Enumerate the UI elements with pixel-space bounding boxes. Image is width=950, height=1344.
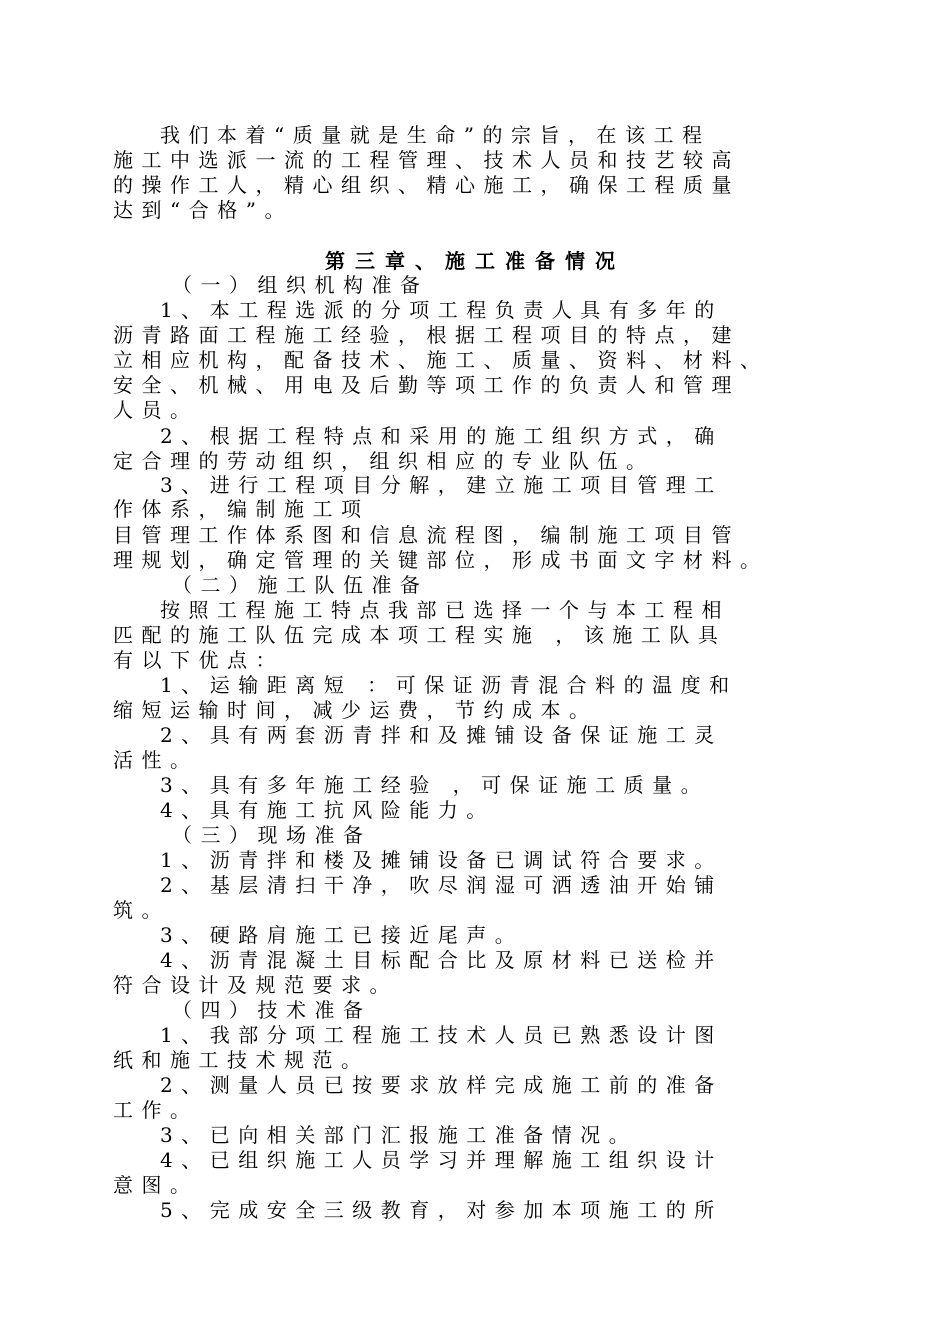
paragraph-line: 匹配的施工队伍完成本项工程实施 ，该施工队具 [113, 623, 727, 647]
paragraph-line: 4、沥青混凝土目标配合比及原材料已送检并 [160, 948, 723, 972]
paragraph-line: 筑。 [113, 898, 170, 922]
paragraph-line: 2、测量人员已按要求放样完成施工前的准备 [160, 1073, 723, 1097]
paragraph-line: 安全、机械、用电及后勤等项工作的负责人和管理 [113, 373, 740, 397]
section-heading: （三）现场准备 [172, 823, 372, 847]
paragraph-line: 1、我部分项工程施工技术人员已熟悉设计图 [160, 1023, 723, 1047]
paragraph-line: 意图。 [113, 1173, 199, 1197]
intro-line: 的操作工人，精心组织、精心施工，确保工程质量 [113, 173, 740, 197]
intro-line: 施工中选派一流的工程管理、技术人员和技艺较高 [113, 148, 740, 172]
paragraph-line: 缩短运输时间，减少运费，节约成本。 [113, 698, 598, 722]
paragraph-line: 2、具有两套沥青拌和及摊铺设备保证施工灵 [160, 723, 723, 747]
paragraph-line: 活性。 [113, 748, 199, 772]
paragraph-line: 4、已组织施工人员学习并理解施工组织设计 [160, 1148, 723, 1172]
paragraph-line: 人员。 [113, 398, 199, 422]
paragraph-line: 3、硬路肩施工已接近尾声。 [160, 923, 524, 947]
paragraph-line: 3、已向相关部门汇报施工准备情况。 [160, 1123, 638, 1147]
paragraph-line: 1、沥青拌和楼及摊铺设备已调试符合要求。 [160, 848, 723, 872]
paragraph-line: 2、根据工程特点和采用的施工组织方式，确 [160, 424, 723, 448]
paragraph-line: 3、具有多年施工经验 ，可保证施工质量。 [160, 773, 710, 797]
section-heading: （二）施工队伍准备 [172, 573, 429, 597]
paragraph-line: 1、运输距离短 ：可保证沥青混合料的温度和 [160, 673, 738, 697]
paragraph-line: 5、完成安全三级教育，对参加本项施工的所 [160, 1198, 723, 1222]
paragraph-line: 定合理的劳动组织，组织相应的专业队伍。 [113, 449, 655, 473]
section-heading: （四）技术准备 [172, 998, 372, 1022]
paragraph-line: 沥青路面工程施工经验，根据工程项目的特点，建 [113, 323, 740, 347]
paragraph-line: 作体系，编制施工项 [113, 497, 370, 521]
paragraph-line: 工作。 [113, 1098, 199, 1122]
paragraph-line: 理规划，确定管理的关键部位，形成书面文字材料。 [113, 548, 769, 572]
intro-line: 达到“合格”。 [113, 198, 293, 222]
paragraph-line: 1、本工程选派的分项工程负责人具有多年的 [160, 298, 723, 322]
paragraph-line: 2、基层清扫干净，吹尽润湿可洒透油开始铺 [160, 873, 723, 897]
paragraph-line: 目管理工作体系图和信息流程图，编制施工项目管 [113, 523, 740, 547]
paragraph-line: 按照工程施工特点我部已选择一个与本工程相 [160, 598, 730, 622]
paragraph-line: 纸和施工技术规范。 [113, 1048, 370, 1072]
paragraph-line: 有以下优点： [113, 648, 284, 672]
paragraph-line: 符合设计及规范要求。 [113, 973, 398, 997]
paragraph-line: 3、进行工程项目分解，建立施工项目管理工 [160, 473, 723, 497]
paragraph-line: 4、具有施工抗风险能力。 [160, 798, 495, 822]
section-heading: （一）组织机构准备 [172, 273, 429, 297]
intro-line: 我们本着“质量就是生命”的宗旨，在该工程 [160, 123, 711, 147]
paragraph-line: 立相应机构，配备技术、施工、质量、资料、材料、 [113, 348, 769, 372]
chapter-title: 第三章、施工准备情况 [325, 249, 625, 273]
